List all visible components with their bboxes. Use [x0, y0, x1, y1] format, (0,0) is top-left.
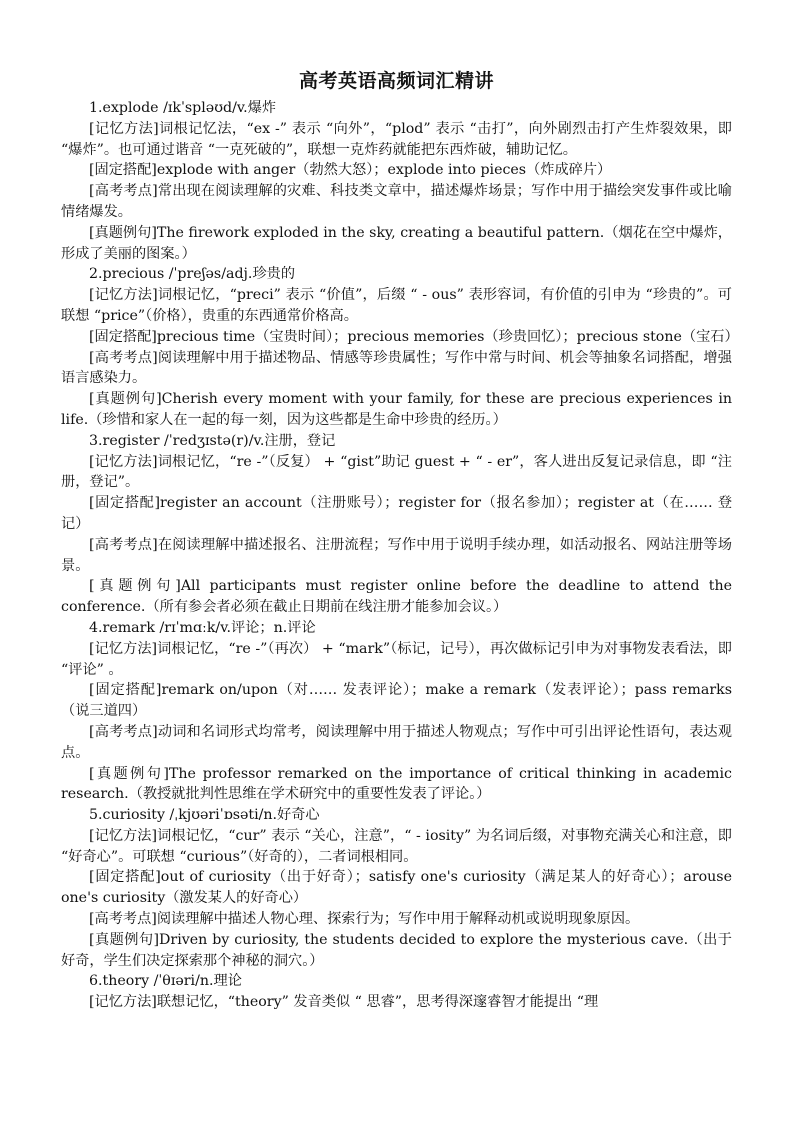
example-sentence — [61, 389, 732, 431]
memory-text: 词根记忆，“cur” 表示 “关心，注意”，“ - iosity” 为名词后缀，对事物充满关心和注意，即 “好奇心”。可联想 “curious”（好奇的），二者词根相同。 — [61, 827, 732, 865]
exam-text: 阅读理解中描述人物心理、探索行为；写作中用于解释动机或说明现象原因。 — [156, 911, 640, 928]
memory-method — [61, 285, 732, 327]
vocab-entry — [61, 971, 732, 1013]
memory-tag: [记忆方法] — [89, 994, 157, 1011]
vocab-entry — [61, 618, 732, 805]
memory-tag: [记忆方法] — [89, 120, 159, 137]
example-tag: [真题例句] — [89, 391, 162, 408]
collocation-tag: [固定搭配] — [89, 328, 157, 345]
headword: 3.register /ˈredʒɪstə(r)/v.注册，登记 — [89, 432, 336, 449]
collocation — [61, 160, 732, 181]
exam-point — [61, 909, 732, 930]
collocation-text: remark on/upon（对…… 发表评论）；make a remark（发表评论）；pass remarks（说三道四） — [61, 682, 732, 720]
memory-method — [61, 639, 732, 681]
memory-text: 词根记忆，“preci” 表示 “价值”，后缀 “ - ous” 表形容词，有价值的引申为 “珍贵的”。可联想 “price”（价格），贵重的东西通常价格高。 — [61, 287, 732, 324]
headword: 5.curiosity /ˌkjʊəriˈɒsəti/n.好奇心 — [89, 807, 320, 824]
headword: 1.explode /ɪkˈspləʊd/v.爆炸 — [89, 100, 277, 116]
exam-text: 在阅读理解中描述报名、注册流程；写作中用于说明手续办理，如活动报名、网站注册等场景。 — [61, 536, 732, 574]
collocation-tag: [固定搭配] — [89, 162, 157, 179]
example-tag: [真题例句] — [89, 578, 181, 595]
exam-tag: [高考考点] — [89, 723, 158, 740]
headword: 4.remark /rɪˈmɑːk/v.评论；n.评论 — [89, 619, 316, 636]
headword: 2.precious /ˈpreʃəs/adj.珍贵的 — [89, 266, 296, 283]
exam-text: 阅读理解中用于描述物品、情感等珍贵属性；写作中常与时间、机会等抽象名词搭配，增强语言感染力。 — [61, 349, 732, 387]
collocation-text: explode with anger（勃然大怒）；explode into pieces（炸成碎片） — [156, 162, 612, 179]
vocab-entry — [61, 98, 732, 264]
memory-tag: [记忆方法] — [89, 287, 158, 304]
collocation-text: out of curiosity（出于好奇）；satisfy one's curiosity（满足某人的好奇心）；arouse one's curiosity（激发某人的好奇心） — [61, 869, 732, 907]
memory-method — [61, 119, 732, 161]
vocab-entry — [61, 264, 739, 430]
example-tag: [真题例句] — [89, 224, 157, 241]
example-text: The professor remarked on the importance of critical thinking in academic research.（教授就批判性思维在学术研究中的重要性发表了评论。） — [61, 765, 732, 803]
collocation — [61, 867, 732, 909]
memory-text: 词根记忆，“re -”（反复） + “gist”助记 guest + “ - er”，客人进出反复记录信息，即 “注册，登记”。 — [61, 453, 732, 491]
vocab-entry — [61, 805, 732, 971]
collocation — [61, 327, 739, 348]
memory-text: 词根记忆，“re -”（再次） + “mark”（标记，记号），再次做标记引申为对事物发表看法，即 “评论” 。 — [61, 640, 732, 678]
exam-tag: [高考考点] — [89, 349, 158, 366]
example-sentence — [61, 223, 732, 265]
example-tag: [真题例句] — [89, 765, 169, 782]
memory-text: 联想记忆，“theory” 发音类似 “ 思睿”，思考得深邃睿智才能提出 “理 — [156, 994, 599, 1011]
example-text: All participants must register online before the deadline to attend the conference.（所有参会者必须在截止日期前在线注册才能参加会议。） — [61, 578, 732, 616]
headword: 6.theory /ˈθɪəri/n.理论 — [89, 973, 242, 990]
example-sentence — [61, 930, 732, 972]
collocation-tag: [固定搭配] — [89, 869, 161, 886]
example-tag: [真题例句] — [89, 931, 160, 948]
collocation-tag: [固定搭配] — [89, 682, 162, 699]
exam-text: 动词和名词形式均常考，阅读理解中用于描述人物观点；写作中可引出评论性语句，表达观点。 — [61, 723, 732, 761]
exam-tag: [高考考点] — [89, 911, 157, 928]
exam-text: 常出现在阅读理解的灾难、科技类文章中，描述爆炸场景；写作中用于描绘突发事件或比喻情绪爆发。 — [61, 183, 732, 220]
exam-point — [61, 181, 732, 223]
memory-tag: [记忆方法] — [89, 640, 158, 657]
example-text: The firework exploded in the sky, creating a beautiful pattern.（烟花在空中爆炸，形成了美丽的图案。） — [61, 224, 732, 262]
page-title: 高考英语高频词汇精讲 — [298, 70, 494, 92]
vocab-entry — [61, 431, 732, 618]
example-sentence — [61, 764, 732, 806]
memory-method — [61, 992, 732, 1013]
collocation-text: precious time（宝贵时间）；precious memories（珍贵回忆）；precious stone（宝石） — [156, 328, 739, 345]
example-text: Driven by curiosity, the students decided to explore the mysterious cave.（出于好奇，学生们决定探索那个神秘的洞穴。） — [61, 931, 732, 969]
collocation-text: register an account（注册账号）；register for（报名参加）；register at（在…… 登记） — [61, 495, 733, 532]
collocation-tag: [固定搭配] — [89, 495, 161, 512]
memory-method — [61, 452, 732, 494]
exam-point — [61, 722, 732, 764]
collocation — [61, 680, 732, 722]
memory-method — [61, 826, 732, 868]
example-sentence — [61, 576, 732, 618]
exam-tag: [高考考点] — [89, 536, 158, 553]
collocation — [61, 493, 732, 535]
example-text: Cherish every moment with your family, for these are precious experiences in life.（珍惜和家人在一起的每一刻，因为这些都是生命中珍贵的经历。） — [61, 391, 732, 428]
exam-tag: [高考考点] — [89, 183, 158, 200]
memory-tag: [记忆方法] — [89, 827, 158, 844]
exam-point — [61, 535, 732, 577]
exam-point — [61, 348, 732, 390]
memory-tag: [记忆方法] — [89, 453, 158, 470]
memory-text: 词根记忆法，“ex -” 表示 “向外”，“plod” 表示 “击打”，向外剧烈击打产生炸裂效果，即 “爆炸”。也可通过谐音 “一克死破的”，联想一克炸药就能把东西炸破，辅助记忆。 — [61, 120, 732, 158]
